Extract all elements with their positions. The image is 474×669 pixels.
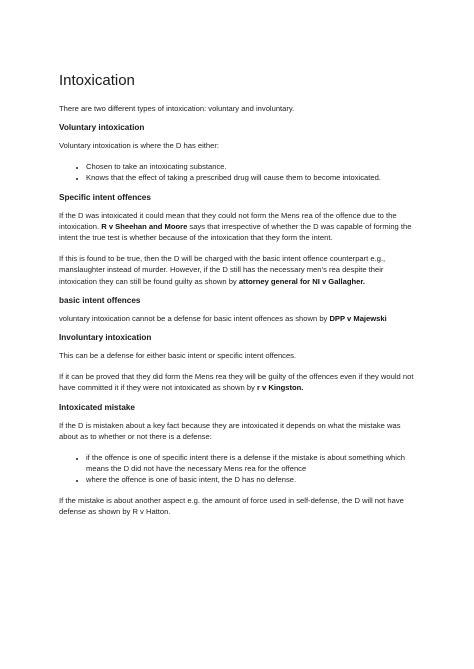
case-citation: r v Kingston. — [256, 383, 304, 393]
text-run: voluntary intoxication cannot be a defense for basic intent offences as shown by — [59, 314, 330, 324]
involuntary-heading: Involuntary intoxication — [59, 333, 152, 343]
specific-paragraph-2 — [59, 253, 421, 287]
involuntary-paragraph-2 — [59, 371, 421, 394]
case-citation: R v Sheehan and Moore — [101, 222, 188, 232]
list-item: • Knows that the effect of taking a prescribed drug will cause them to become intoxicated. — [86, 172, 421, 183]
mistake-lead: If the D is mistaken about a key fact because they are intoxicated it depends on what the mistake was about as to whether or not there is a defense: — [59, 420, 401, 442]
voluntary-list — [59, 161, 421, 184]
case-citation: attorney general for NI v Gallagher. — [238, 276, 366, 286]
mistake-closing: If the mistake is about another aspect e.g. the amount of force used in self-defense, the D will not have defense as shown by R v Hatton. — [59, 495, 404, 517]
text-run: If this is found to be true, then the D will be charged with the basic intent offence counterpart e.g., manslaughter instead of murder. However, if the D still has the necessary men’s rea despite their intoxication they can still be found guilty as shown by — [59, 253, 386, 286]
list-item: • if the offence is one of specific intent there is a defense if the mistake is about something which means the D did not have the necessary Mens rea for the offence — [86, 452, 421, 475]
basic-paragraph — [59, 313, 421, 324]
text-run: says that irrespective of whether the D was capable of forming the intent the true test is whether because of the intoxication that they form the intent. — [59, 222, 412, 243]
involuntary-paragraph-1: This can be a defense for either basic intent or specific intent offences. — [59, 351, 297, 361]
document-page — [59, 72, 421, 527]
voluntary-lead: Voluntary intoxication is where the D has either: — [59, 141, 219, 151]
list-item: • where the offence is one of basic intent, the D has no defense. — [86, 474, 421, 485]
basic-heading: basic intent offences — [59, 296, 141, 306]
voluntary-heading: Voluntary intoxication — [59, 123, 145, 133]
specific-paragraph-1 — [59, 210, 421, 244]
text-run: If it can be proved that they did form the Mens rea they will be guilty of the offences even if they would not have committed it if they were not intoxicated as shown by — [59, 371, 414, 393]
list-item: • Chosen to take an intoxicating substance. — [86, 161, 421, 172]
text-run: If the D was intoxicated it could mean that they could not form the Mens rea of the offence due to the intoxication. — [59, 210, 397, 232]
case-citation: DPP v Majewski — [329, 314, 387, 324]
intro-paragraph: There are two different types of intoxication: voluntary and involuntary. — [59, 104, 295, 113]
mistake-list — [59, 452, 421, 486]
mistake-heading: Intoxicated mistake — [59, 402, 135, 412]
page-title: Intoxication — [59, 72, 135, 89]
specific-heading: Specific intent offences — [59, 192, 151, 202]
